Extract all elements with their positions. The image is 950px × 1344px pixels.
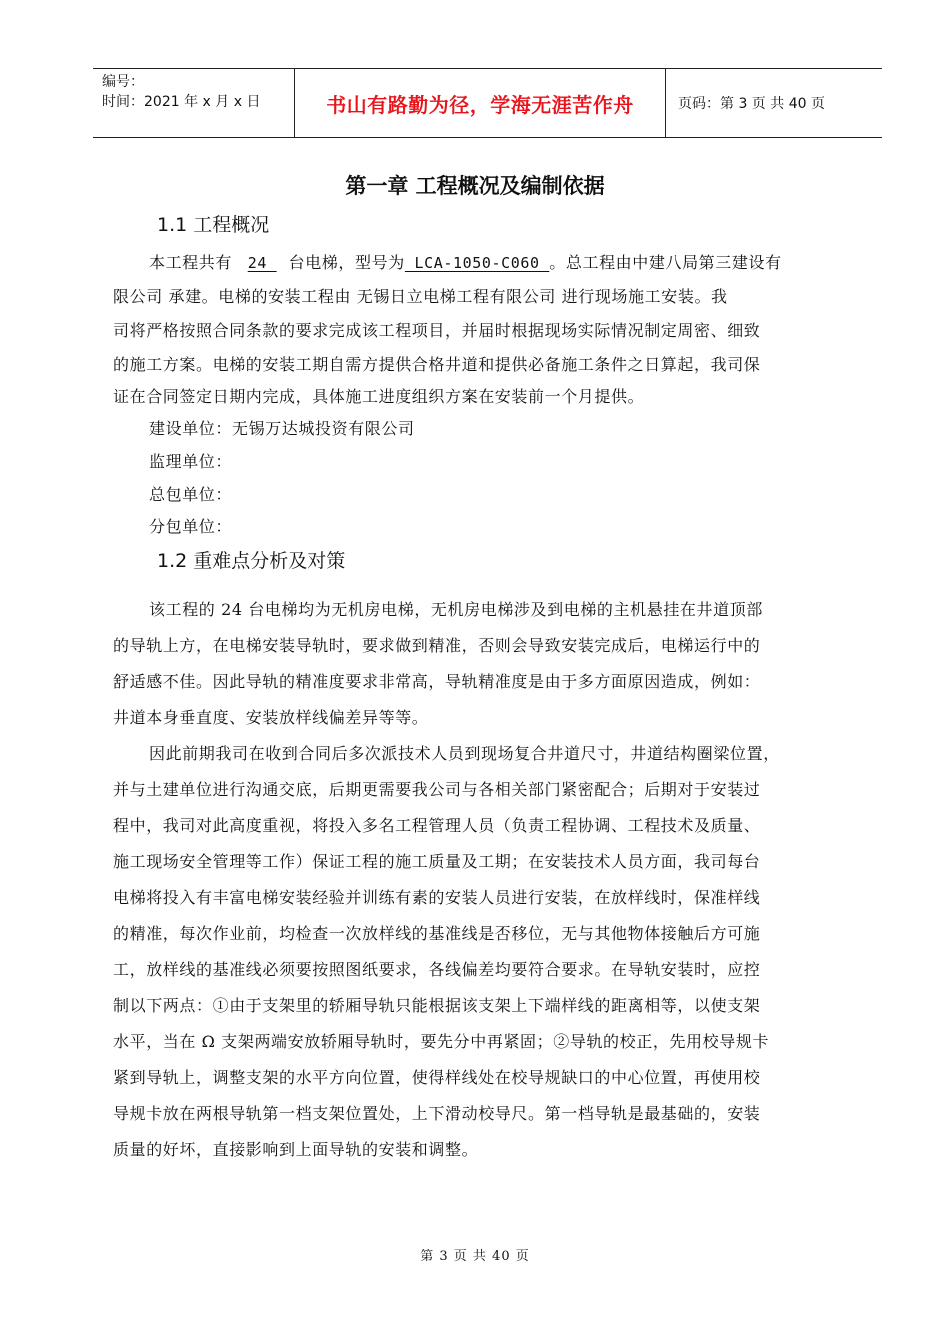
paragraph-line: 紧到导轨上，调整支架的水平方向位置，使得样线处在校导规缺口的中心位置，再使用校	[113, 1068, 761, 1087]
chapter-title: 第一章 工程概况及编制依据	[345, 174, 605, 198]
section-heading-1-1: 1.1 工程概况	[157, 214, 270, 236]
construction-unit: 建设单位：无锡万达城投资有限公司	[149, 419, 415, 438]
paragraph-line: 限公司 承建。电梯的安装工程由 无锡日立电梯工程有限公司 进行现场施工安装。我	[113, 287, 728, 306]
elevator-model: LCA-1050-C060	[404, 254, 550, 272]
header-table	[93, 68, 882, 138]
paragraph-line: 制以下两点：①由于支架里的轿厢导轨只能根据该支架上下端样线的距离相等，以使支架	[113, 996, 761, 1015]
paragraph-line: 质量的好坏，直接影响到上面导轨的安装和调整。	[113, 1140, 479, 1159]
paragraph-line: 该工程的 24 台电梯均为无机房电梯，无机房电梯涉及到电梯的主机悬挂在井道顶部	[149, 600, 763, 619]
paragraph-line: 的施工方案。电梯的安装工期自需方提供合格井道和提供必备施工条件之日算起，我司保	[113, 355, 761, 374]
paragraph-line: 程中，我司对此高度重视，将投入多名工程管理人员（负责工程协调、工程技术及质量、	[113, 816, 761, 835]
paragraph-line: 施工现场安全管理等工作）保证工程的施工质量及工期；在安装技术人员方面，我司每台	[113, 852, 761, 871]
text-run: 台电梯，型号为	[288, 253, 405, 272]
paragraph-line: 并与土建单位进行沟通交底，后期更需要我公司与各相关部门紧密配合；后期对于安装过	[113, 780, 761, 799]
general-contractor: 总包单位：	[149, 485, 233, 504]
page-footer: 第 3 页 共 40 页	[420, 1249, 530, 1264]
paragraph-line: 工，放样线的基准线必须要按照图纸要求，各线偏差均要符合要求。在导轨安装时，应控	[113, 960, 761, 979]
paragraph-line: 舒适感不佳。因此导轨的精准度要求非常高，导轨精准度是由于多方面原因造成，例如：	[113, 672, 761, 691]
paragraph-line: 因此前期我司在收到合同后多次派技术人员到现场复合井道尺寸，井道结构圈梁位置，	[149, 744, 780, 763]
header-page-cell	[666, 69, 882, 137]
header-motto-cell	[295, 69, 666, 137]
doc-number-label: 编号：	[102, 74, 144, 90]
text-run: 本工程共有	[149, 253, 233, 272]
doc-time-label: 时间：2021 年 x 月 x 日	[102, 94, 261, 110]
motto-text: 书山有路勤为径，学海无涯苦作舟	[326, 92, 634, 117]
paragraph-line	[149, 250, 782, 273]
paragraph-line: 井道本身垂直度、安装放样线偏差异等等。	[113, 708, 429, 727]
paragraph-line: 的导轨上方，在电梯安装导轨时，要求做到精准，否则会导致安装完成后，电梯运行中的	[113, 636, 761, 655]
paragraph-line: 司将严格按照合同条款的要求完成该工程项目，并届时根据现场实际情况制定周密、细致	[113, 321, 761, 340]
paragraph-line: 水平，当在 Ω 支架两端安放轿厢导轨时，要先分中再紧固；②导轨的校正，先用校导规卡	[113, 1032, 770, 1051]
elevator-count: 24	[247, 254, 277, 272]
paragraph-line: 电梯将投入有丰富电梯安装经验并训练有素的安装人员进行安装，在放样线时，保准样线	[113, 888, 761, 907]
page-code: 页码：第 3 页 共 40 页	[678, 96, 825, 112]
paragraph-line: 的精准，每次作业前，均检查一次放样线的基准线是否移位，无与其他物体接触后方可施	[113, 924, 761, 943]
paragraph-line: 证在合同签定日期内完成，具体施工进度组织方案在安装前一个月提供。	[113, 387, 645, 406]
subcontractor: 分包单位：	[149, 517, 233, 536]
section-heading-1-2: 1.2 重难点分析及对策	[157, 550, 346, 572]
header-info-cell	[93, 69, 295, 137]
text-run: 。总工程由中建八局第三建设有	[549, 253, 782, 272]
paragraph-line: 导规卡放在两根导轨第一档支架位置处，上下滑动校导尺。第一档导轨是最基础的，安装	[113, 1104, 761, 1123]
supervision-unit: 监理单位：	[149, 452, 233, 471]
